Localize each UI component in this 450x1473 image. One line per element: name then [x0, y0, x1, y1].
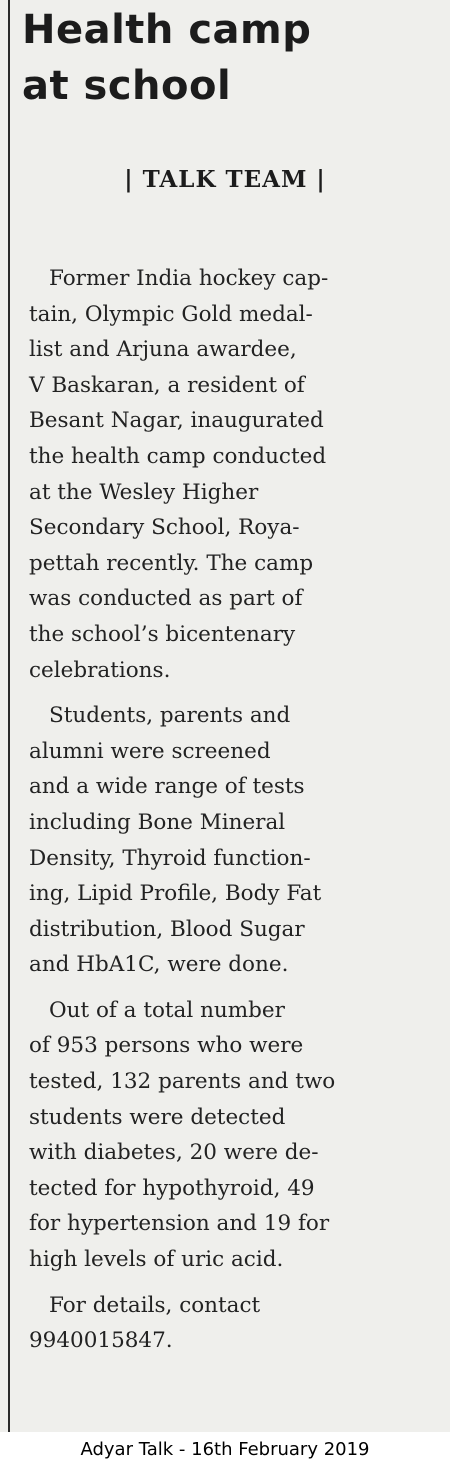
headline-line-2: at school — [22, 63, 232, 109]
paragraph-line: and HbA1C, were done. — [29, 952, 289, 978]
paragraph-line: Density, Thyroid function- — [29, 845, 311, 871]
paragraph-line: celebrations. — [29, 657, 171, 683]
headline-line-1: Health camp — [22, 7, 312, 53]
article-body — [29, 261, 449, 1369]
paragraph-line: and a wide range of tests — [29, 774, 305, 800]
paragraph-line: Out of a total number — [49, 997, 285, 1023]
paragraph-line: high levels of uric acid. — [29, 1247, 284, 1273]
paragraph-line: tected for hypothyroid, 49 — [29, 1175, 315, 1201]
paragraph-line: at the Wesley Higher — [29, 479, 259, 505]
article-paragraph — [29, 1288, 449, 1359]
paragraph-line: list and Arjuna awardee, — [29, 337, 297, 363]
paragraph-line: with diabetes, 20 were de- — [29, 1140, 319, 1166]
article-paragraph — [29, 993, 449, 1278]
article-paragraph — [29, 261, 449, 688]
paragraph-line: Students, parents and — [49, 703, 291, 729]
paragraph-line: distribution, Blood Sugar — [29, 916, 305, 942]
paragraph-line: pettah recently. The camp — [29, 550, 314, 576]
article-headline — [22, 2, 442, 114]
paragraph-line: tested, 132 parents and two — [29, 1069, 336, 1095]
paragraph-line: of 953 persons who were — [29, 1033, 304, 1059]
paragraph-line: for hypertension and 19 for — [29, 1211, 330, 1237]
paragraph-line: was conducted as part of — [29, 586, 303, 612]
paragraph-line: Secondary School, Roya- — [29, 515, 300, 541]
paragraph-line: ing, Lipid Profile, Body Fat — [29, 881, 322, 907]
paragraph-line: tain, Olympic Gold medal- — [29, 301, 313, 327]
paragraph-line: including Bone Mineral — [29, 809, 286, 835]
paragraph-line: the health camp conducted — [29, 443, 327, 469]
paragraph-line: For details, contact — [49, 1292, 261, 1318]
paragraph-line: Former India hockey cap- — [49, 266, 329, 291]
article-paragraph — [29, 698, 449, 983]
source-caption: Adyar Talk - 16th February 2019 — [80, 1439, 370, 1460]
paragraph-line: the school’s bicentenary — [29, 621, 296, 647]
paragraph-line: alumni were screened — [29, 738, 271, 764]
paragraph-line: Besant Nagar, inaugurated — [29, 408, 324, 434]
paragraph-line: V Baskaran, a resident of — [29, 372, 305, 398]
article-byline: | TALK TEAM | — [124, 166, 326, 193]
paragraph-line: students were detected — [29, 1104, 286, 1130]
paragraph-line: 9940015847. — [29, 1328, 173, 1354]
column-rule — [8, 0, 10, 1432]
